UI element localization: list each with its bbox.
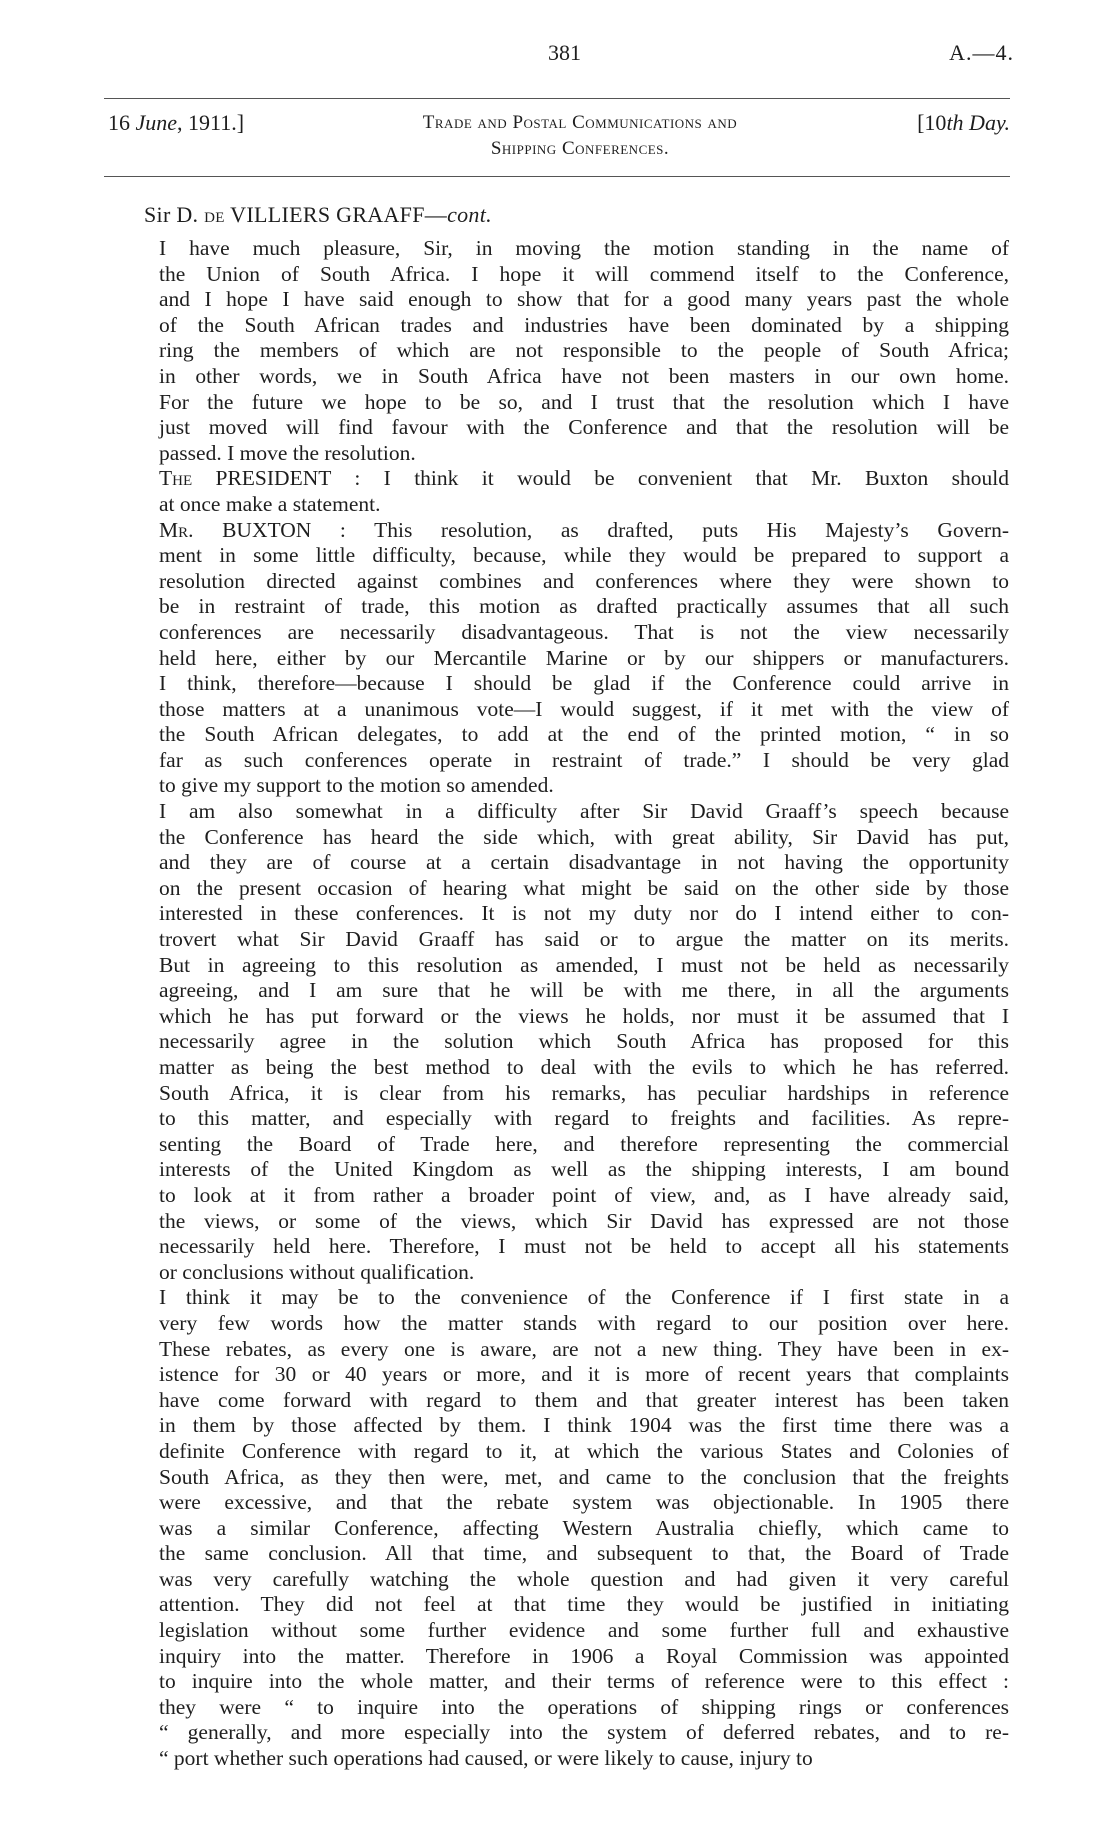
header-title-line-1: Trade and Postal Communications and [422, 112, 738, 133]
text-line: attention. They did not feel at that time they would be justified in initiating [159, 1592, 1009, 1617]
speaker-particle: de [204, 202, 225, 227]
speaker-heading [144, 202, 492, 228]
speaker-prefix: Sir D. [144, 202, 205, 227]
text-line: South Africa, as they then were, met, and came to the conclusion that the freights [159, 1464, 1009, 1489]
text-line: interests of the United Kingdom as well as the shipping interests, I am bound [159, 1157, 1009, 1182]
text-line: senting the Board of Trade here, and therefore representing the commercial [159, 1131, 1009, 1156]
text-line: resolution directed against combines and conferences where they were shown to [159, 568, 1009, 593]
header-title [340, 110, 820, 162]
day-prefix: [10 [917, 110, 947, 135]
text-line: “ generally, and more especially into the system of deferred rebates, and to re- [159, 1720, 1009, 1745]
text-line: ment in some little difficulty, because, while they would be prepared to support a [159, 543, 1009, 568]
text-line: of the South African trades and industries have been dominated by a shipping [159, 312, 1009, 337]
text-line: to this matter, and especially with regard to freights and facilities. As repre- [159, 1106, 1009, 1131]
text-line: definite Conference with regard to it, at which the various States and Colonies of [159, 1438, 1009, 1463]
text-line: trovert what Sir David Graaff has said or to argue the matter on its merits. [159, 927, 1009, 952]
text-line: at once make a statement. [159, 491, 381, 516]
text-line: conferences are necessarily disadvantageous. That is not the view necessarily [159, 619, 1009, 644]
text-line: they were “ to inquire into the operations of shipping rings or conferences [159, 1694, 1009, 1719]
text-line: I have much pleasure, Sir, in moving the motion standing in the name of [159, 236, 1009, 260]
text-line: to give my support to the motion so amended. [159, 773, 554, 798]
date-suffix: , 1911.] [177, 110, 245, 135]
text-line: in them by those affected by them. I think 1904 was the first time there was a [159, 1413, 1009, 1438]
text-line: which he has put forward or the views he holds, nor must it be assumed that I [159, 1003, 1009, 1028]
text-line: very few words how the matter stands with regard to our position over here. [159, 1310, 1009, 1335]
header-rule-top [104, 98, 1010, 99]
paragraph [103, 799, 1009, 1285]
text-line: or conclusions without qualification. [159, 1259, 475, 1284]
text-line: far as such conferences operate in restraint of trade.” I should be very glad [159, 747, 1009, 772]
paragraph [103, 1285, 1009, 1771]
header-title-line-2: Shipping Conferences. [490, 138, 670, 159]
text-line: Mr. BUXTON : This resolution, as drafted, puts His Majesty’s Govern- [159, 517, 1009, 542]
text-line: in other words, we in South Africa have not been masters in our own home. [159, 363, 1009, 388]
text-line: ring the members of which are not responsible to the people of South Africa; [159, 338, 1009, 363]
text-line: the same conclusion. All that time, and subsequent to that, the Board of Trade [159, 1541, 1009, 1566]
text-line: have come forward with regard to them and that greater interest has been taken [159, 1387, 1009, 1412]
text-line: matter as being the best method to deal with the evils to which he has referred. [159, 1055, 1009, 1079]
document-reference: A.—4. [949, 40, 1014, 65]
text-line: be in restraint of trade, this motion as drafted practically assumes that all such [159, 594, 1009, 619]
header-rule-bottom [104, 176, 1010, 177]
text-line: necessarily agree in the solution which South Africa has proposed for this [159, 1029, 1009, 1054]
text-line: necessarily held here. Therefore, I must not be held to accept all his statements [159, 1234, 1009, 1259]
text-line: But in agreeing to this resolution as amended, I must not be held as necessarily [159, 952, 1009, 977]
text-line: on the present occasion of hearing what might be said on the other side by those [159, 875, 1009, 900]
text-line: the South African delegates, to add at the end of the printed motion, “ in so [159, 722, 1009, 747]
paragraph [103, 466, 1009, 517]
text-line: were excessive, and that the rebate system was objectionable. In 1905 there [159, 1490, 1009, 1515]
text-line: inquiry into the matter. Therefore in 1906 a Royal Commission was appointed [159, 1643, 1009, 1668]
text-line: legislation without some further evidence and some further full and exhaustive [159, 1618, 1009, 1643]
text-line: to look at it from rather a broader point of view, and, as I have already said, [159, 1182, 1009, 1207]
header-date [108, 110, 244, 136]
text-line: I am also somewhat in a difficulty after Sir David Graaff’s speech because [159, 799, 1009, 824]
text-line: the views, or some of the views, which Sir David has expressed are not those [159, 1208, 1009, 1233]
speaker-cont: cont. [447, 202, 492, 227]
text-line: and they are of course at a certain disadvantage in not having the opportunity [159, 850, 1009, 875]
text-line: For the future we hope to be so, and I trust that the resolution which I have [159, 389, 1009, 414]
text-line: “ port whether such operations had caused, or were likely to cause, injury to [159, 1746, 813, 1771]
paragraph [103, 236, 1009, 466]
day-suffix: th Day. [946, 110, 1010, 135]
text-line: and I hope I have said enough to show that for a good many years past the whole [159, 287, 1009, 312]
text-line: The PRESIDENT : I think it would be convenient that Mr. Buxton should [159, 466, 1009, 491]
page-number: 381 [548, 40, 581, 65]
text-line: was very carefully watching the whole question and had given it very careful [159, 1566, 1009, 1591]
date-month: June [135, 110, 178, 135]
header-day [917, 110, 1010, 136]
text-line: held here, either by our Mercantile Marine or by our shippers or manufacturers. [159, 645, 1009, 670]
text-line: the Conference has heard the side which, with great ability, Sir David has put, [159, 824, 1009, 849]
speaker-name: VILLIERS GRAAFF— [224, 202, 448, 227]
text-line: passed. I move the resolution. [159, 440, 416, 465]
text-line: to inquire into the whole matter, and their terms of reference were to this effect : [159, 1669, 1009, 1694]
document-body [103, 236, 1009, 1772]
text-line: the Union of South Africa. I hope it will commend itself to the Conference, [159, 261, 1009, 286]
date-prefix: 16 [108, 110, 136, 135]
text-line: agreeing, and I am sure that he will be with me there, in all the arguments [159, 978, 1009, 1003]
text-line: These rebates, as every one is aware, are not a new thing. They have been in ex- [159, 1336, 1009, 1361]
text-line: those matters at a unanimous vote—I would suggest, if it met with the view of [159, 696, 1009, 721]
text-line: just moved will find favour with the Conference and that the resolution will be [159, 415, 1009, 440]
text-line: South Africa, it is clear from his remarks, has peculiar hardships in reference [159, 1080, 1009, 1105]
text-line: interested in these conferences. It is not my duty nor do I intend either to con- [159, 901, 1009, 926]
text-line: was a similar Conference, affecting Western Australia chiefly, which came to [159, 1515, 1009, 1540]
text-line: I think it may be to the convenience of the Conference if I first state in a [159, 1285, 1009, 1310]
paragraph [103, 518, 1009, 800]
text-line: I think, therefore—because I should be glad if the Conference could arrive in [159, 671, 1009, 696]
text-line: istence for 30 or 40 years or more, and it is more of recent years that complaints [159, 1362, 1009, 1387]
